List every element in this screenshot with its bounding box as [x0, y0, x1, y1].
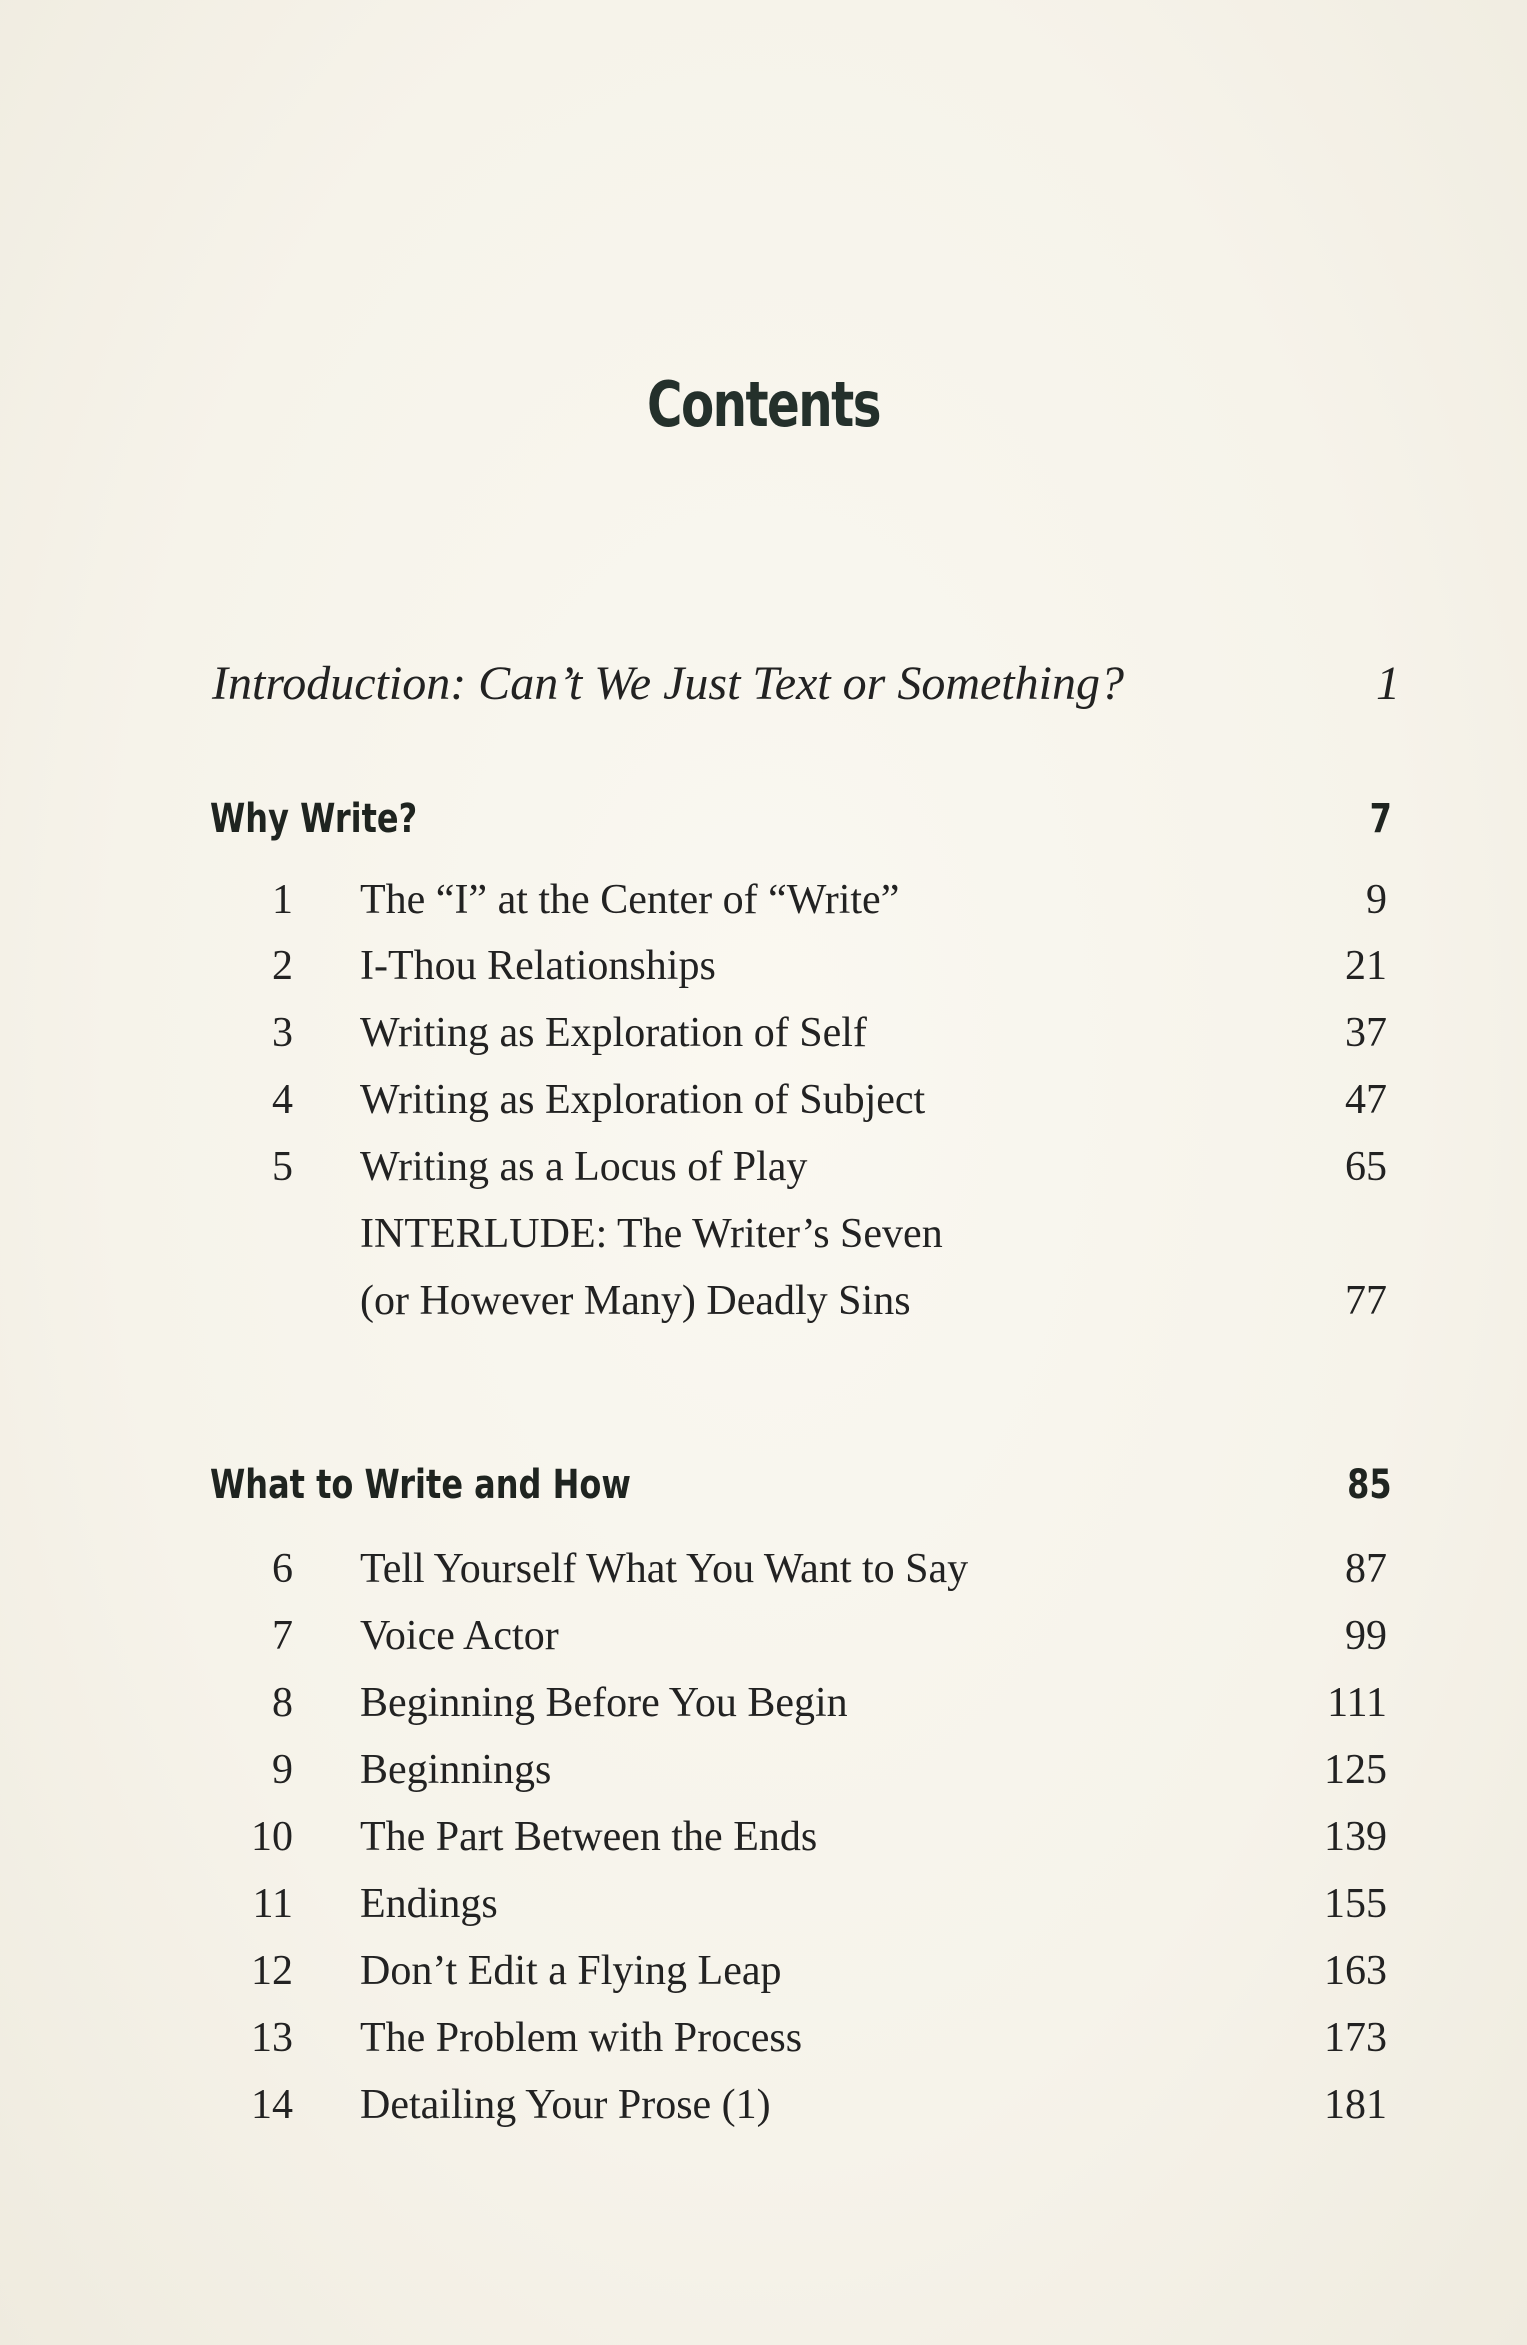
chapter-title: Don’t Edit a Flying Leap	[360, 1948, 782, 1994]
toc-entry[interactable]	[200, 1880, 1387, 1942]
chapter-page: 21	[1345, 943, 1387, 989]
toc-interlude[interactable]	[200, 1210, 1387, 1272]
chapter-title: Writing as Exploration of Self	[360, 1010, 867, 1056]
chapter-page: 9	[1366, 877, 1387, 923]
toc-entry[interactable]	[200, 2081, 1387, 2143]
toc-introduction[interactable]	[212, 656, 1400, 711]
chapter-number: 12	[251, 1948, 293, 1994]
chapter-number: 4	[272, 1077, 293, 1123]
interlude-title-line2: (or However Many) Deadly Sins	[360, 1278, 911, 1324]
chapter-number: 11	[252, 1881, 293, 1927]
chapter-page: 111	[1327, 1680, 1387, 1726]
chapter-page: 173	[1324, 2015, 1387, 2061]
toc-entry[interactable]	[200, 1813, 1387, 1875]
part-heading-why-write[interactable]	[210, 796, 1392, 842]
chapter-title: Beginning Before You Begin	[360, 1680, 848, 1726]
chapter-page: 65	[1345, 1144, 1387, 1190]
chapter-title: Writing as Exploration of Subject	[360, 1077, 926, 1123]
toc-entry[interactable]	[200, 1545, 1387, 1607]
part-page: 7	[1369, 796, 1392, 842]
chapter-page: 87	[1345, 1546, 1387, 1592]
chapter-title: Voice Actor	[360, 1613, 559, 1659]
part-page: 85	[1347, 1462, 1392, 1508]
chapter-page: 99	[1345, 1613, 1387, 1659]
chapter-title: The “I” at the Center of “Write”	[360, 877, 900, 923]
chapter-page: 139	[1324, 1814, 1387, 1860]
chapter-title: Beginnings	[360, 1747, 552, 1793]
interlude-page: 77	[1345, 1278, 1387, 1324]
chapter-number: 8	[272, 1680, 293, 1726]
chapter-page: 125	[1324, 1747, 1387, 1793]
part-heading-what-to-write[interactable]	[210, 1462, 1392, 1508]
toc-entry[interactable]	[200, 2014, 1387, 2076]
introduction-title: Introduction: Can’t We Just Text or Something?	[212, 657, 1124, 710]
chapter-number: 1	[272, 877, 293, 923]
chapter-page: 181	[1324, 2082, 1387, 2128]
toc-entry[interactable]	[200, 876, 1387, 938]
chapter-number: 5	[272, 1144, 293, 1190]
chapter-number: 9	[272, 1747, 293, 1793]
chapter-page: 163	[1324, 1948, 1387, 1994]
chapter-number: 3	[272, 1010, 293, 1056]
chapter-number: 7	[272, 1613, 293, 1659]
chapter-title: The Part Between the Ends	[360, 1814, 818, 1860]
chapter-title: Endings	[360, 1881, 498, 1927]
chapter-title: Detailing Your Prose (1)	[360, 2082, 771, 2128]
chapter-number: 14	[251, 2082, 293, 2128]
chapter-page: 47	[1345, 1077, 1387, 1123]
toc-entry[interactable]	[200, 1947, 1387, 2009]
introduction-page: 1	[1376, 657, 1400, 710]
chapter-number: 13	[251, 2015, 293, 2061]
interlude-title-line1: INTERLUDE: The Writer’s Seven	[360, 1211, 943, 1257]
toc-entry[interactable]	[200, 942, 1387, 1004]
toc-entry[interactable]	[200, 1679, 1387, 1741]
chapter-page: 37	[1345, 1010, 1387, 1056]
chapter-title: Tell Yourself What You Want to Say	[360, 1546, 969, 1592]
toc-entry[interactable]	[200, 1612, 1387, 1674]
chapter-title: Writing as a Locus of Play	[360, 1144, 808, 1190]
chapter-number: 2	[272, 943, 293, 989]
chapter-number: 10	[251, 1814, 293, 1860]
toc-interlude-cont[interactable]	[200, 1277, 1387, 1339]
chapter-title: The Problem with Process	[360, 2015, 803, 2061]
chapter-number: 6	[272, 1546, 293, 1592]
toc-entry[interactable]	[200, 1076, 1387, 1138]
toc-entry[interactable]	[200, 1143, 1387, 1205]
part-title: What to Write and How	[210, 1462, 631, 1508]
chapter-page: 155	[1324, 1881, 1387, 1927]
chapter-title: I-Thou Relationships	[360, 943, 716, 989]
page-title: Contents	[647, 368, 880, 441]
toc-entry[interactable]	[200, 1009, 1387, 1071]
part-title: Why Write?	[210, 796, 418, 842]
toc-entry[interactable]	[200, 1746, 1387, 1808]
